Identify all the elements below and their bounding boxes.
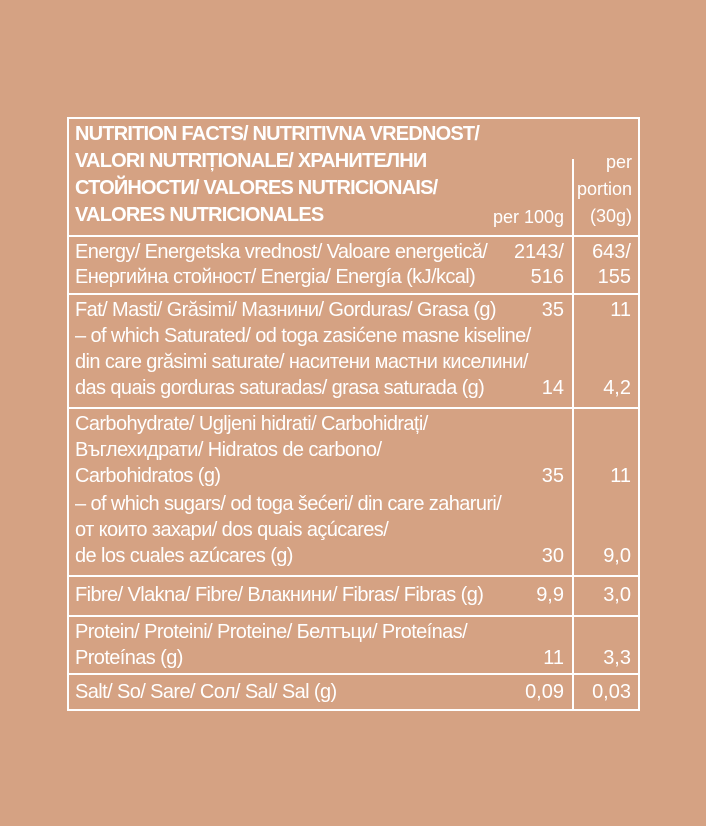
title-line-1: NUTRITION FACTS/ NUTRITIVNA VREDNOST/ — [75, 123, 480, 145]
protein-row — [69, 617, 638, 675]
fat-label-line-2: – of which Saturated/ od toga zasićene masne kiseline/ — [75, 325, 531, 347]
fat-per100-value: 35 — [541, 299, 564, 321]
per-portion-heading-line-3: (30g) — [589, 206, 632, 226]
saturated-portion-value: 4,2 — [603, 377, 631, 399]
fat-label-line-3: din care grăsimi saturate/ наситени мастни киселини/ — [75, 351, 528, 373]
title-line-4: VALORES NUTRICIONALES — [75, 204, 324, 226]
fibre-portion-value: 3,0 — [603, 584, 631, 606]
fibre-label: Fibre/ Vlakna/ Fibre/ Влакнини/ Fibras/ Fibras (g) — [75, 584, 484, 606]
fat-portion-value: 11 — [610, 299, 631, 321]
header-section — [69, 119, 638, 237]
carbs-label-line-6: de los cuales azúcares (g) — [75, 545, 293, 567]
carbs-label-line-3: Carbohidratos (g) — [75, 465, 221, 487]
energy-per100-line-1: 2143/ — [513, 241, 564, 263]
energy-label-line-1: Energy/ Energetska vrednost/ Valoare energetică/ — [75, 241, 488, 263]
carbs-label-line-1: Carbohydrate/ Ugljeni hidrati/ Carbohidrați/ — [75, 413, 428, 435]
carbohydrate-row — [69, 409, 638, 577]
energy-row — [69, 237, 638, 295]
fat-label-line-1: Fat/ Masti/ Grăsimi/ Мазнини/ Gorduras/ Grasa (g) — [75, 299, 496, 321]
title-line-3: СТОЙНОСТИ/ VALORES NUTRICIONAIS/ — [75, 177, 438, 199]
protein-label-line-2: Proteínas (g) — [75, 647, 183, 669]
salt-per100-value: 0,09 — [525, 681, 564, 703]
per-portion-heading-line-2: portion — [576, 179, 632, 199]
title-line-2: VALORI NUTRIȚIONALE/ ХРАНИТЕЛНИ — [75, 150, 427, 172]
energy-portion-line-1: 643/ — [592, 241, 631, 263]
carbs-per100-value: 35 — [541, 465, 564, 487]
carbs-label-line-4: – of which sugars/ od toga šećeri/ din care zaharuri/ — [75, 493, 502, 515]
sugars-per100-value: 30 — [541, 545, 564, 567]
fibre-row — [69, 577, 638, 617]
salt-row — [69, 675, 638, 711]
carbs-portion-value: 11 — [610, 465, 631, 487]
salt-portion-value: 0,03 — [592, 681, 631, 703]
saturated-per100-value: 14 — [541, 377, 564, 399]
carbs-label-line-5: от които захари/ dos quais açúcares/ — [75, 519, 389, 541]
nutrition-facts-table — [67, 117, 640, 711]
salt-label: Salt/ So/ Sare/ Сол/ Sal/ Sal (g) — [75, 681, 337, 703]
protein-per100-value: 11 — [543, 647, 564, 669]
carbs-label-line-2: Въглехидрати/ Hidratos de carbono/ — [75, 439, 382, 461]
per-100g-heading: per 100g — [492, 207, 564, 227]
column-divider-body — [572, 237, 574, 711]
fibre-per100-value: 9,9 — [536, 584, 564, 606]
fat-row — [69, 295, 638, 409]
sugars-portion-value: 9,0 — [603, 545, 631, 567]
energy-portion-line-2: 155 — [597, 266, 631, 288]
energy-per100-line-2: 516 — [530, 266, 564, 288]
column-divider-header — [572, 159, 574, 237]
energy-label-line-2: Енергийна стойност/ Energia/ Energía (kJ/kcal) — [75, 266, 476, 288]
fat-label-line-4: das quais gorduras saturadas/ grasa saturada (g) — [75, 377, 485, 399]
per-portion-heading-line-1: per — [605, 152, 632, 172]
protein-portion-value: 3,3 — [603, 647, 631, 669]
protein-label-line-1: Protein/ Proteini/ Proteine/ Белтъци/ Proteínas/ — [75, 621, 468, 643]
